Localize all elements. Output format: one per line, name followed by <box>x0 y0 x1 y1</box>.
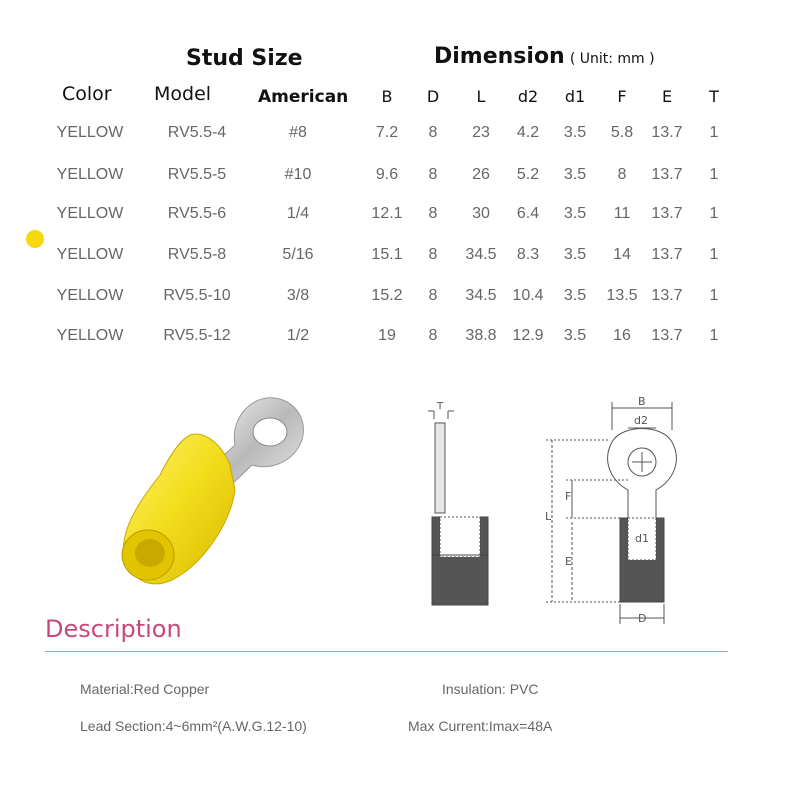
yellow-color-swatch <box>26 230 44 248</box>
cell-d2: 4.2 <box>516 124 540 141</box>
col-header-model: Model <box>154 83 212 105</box>
label-d2: d2 <box>634 414 648 427</box>
label-D: D <box>638 612 647 625</box>
insulation-spec: Insulation: PVC <box>442 681 539 697</box>
unit-label: ( Unit: mm ) <box>569 51 655 67</box>
cell-model: RV5.5-10 <box>163 287 231 304</box>
dimension-heading: Dimension <box>434 44 565 69</box>
stud-size-heading: Stud Size <box>186 46 303 71</box>
col-header-d1: d1 <box>564 87 586 106</box>
cell-color: YELLOW <box>56 327 124 344</box>
cell-t: 1 <box>709 205 719 222</box>
cell-d: 8 <box>428 205 438 222</box>
col-header-t: T <box>709 87 719 106</box>
cell-d: 8 <box>428 166 438 183</box>
cell-color: YELLOW <box>56 246 124 263</box>
cell-l: 26 <box>472 166 490 183</box>
cell-d1: 3.5 <box>563 124 587 141</box>
cell-d2: 10.4 <box>512 287 544 304</box>
lead-section-spec: Lead Section:4~6mm²(A.W.G.12-10) <box>80 718 307 734</box>
label-E: E <box>565 555 572 568</box>
cell-model: RV5.5-6 <box>167 205 227 222</box>
ring-terminal-illustration <box>110 390 320 590</box>
cell-f: 8 <box>617 166 627 183</box>
col-header-color: Color <box>62 83 112 105</box>
cell-e: 13.7 <box>651 327 683 344</box>
cell-color: YELLOW <box>56 166 124 183</box>
cell-d2: 8.3 <box>516 246 540 263</box>
cell-e: 13.7 <box>651 166 683 183</box>
label-L: L <box>545 510 552 523</box>
col-header-e: E <box>661 87 673 106</box>
cell-american: 5/16 <box>282 246 314 263</box>
cell-color: YELLOW <box>56 205 124 222</box>
cell-american: #10 <box>284 166 312 183</box>
col-header-f: F <box>617 87 627 106</box>
cell-model: RV5.5-4 <box>167 124 227 141</box>
col-header-d2: d2 <box>517 87 539 106</box>
cell-d2: 12.9 <box>512 327 544 344</box>
cell-t: 1 <box>709 124 719 141</box>
cell-f: 16 <box>613 327 631 344</box>
description-divider <box>45 651 728 652</box>
cell-e: 13.7 <box>651 287 683 304</box>
cell-l: 30 <box>472 205 490 222</box>
label-d1: d1 <box>635 532 649 545</box>
cell-american: 3/8 <box>286 287 310 304</box>
max-current-spec: Max Current:Imax=48A <box>408 718 553 734</box>
cell-model: RV5.5-5 <box>167 166 227 183</box>
cell-b: 19 <box>378 327 396 344</box>
cell-american: 1/2 <box>286 327 310 344</box>
cell-f: 14 <box>613 246 631 263</box>
cell-e: 13.7 <box>651 246 683 263</box>
cell-f: 13.5 <box>606 287 638 304</box>
cell-t: 1 <box>709 246 719 263</box>
cell-d1: 3.5 <box>563 246 587 263</box>
cell-d1: 3.5 <box>563 205 587 222</box>
cell-b: 7.2 <box>375 124 399 141</box>
label-B: B <box>638 395 646 408</box>
cell-american: #8 <box>289 124 307 141</box>
front-view-drawing <box>540 390 700 630</box>
col-header-l: L <box>476 87 486 106</box>
cell-model: RV5.5-12 <box>163 327 231 344</box>
ring-hole <box>253 418 287 446</box>
cell-d2: 6.4 <box>516 205 540 222</box>
cell-american: 1/4 <box>286 205 310 222</box>
label-T: T <box>437 401 444 412</box>
cell-f: 11 <box>613 205 631 222</box>
cell-t: 1 <box>709 327 719 344</box>
cell-b: 12.1 <box>371 205 403 222</box>
col-header-american: American <box>258 87 349 107</box>
col-header-b: B <box>381 87 393 106</box>
cell-l: 38.8 <box>465 327 497 344</box>
cell-l: 34.5 <box>465 287 497 304</box>
cell-t: 1 <box>709 287 719 304</box>
cell-e: 13.7 <box>651 205 683 222</box>
cell-f: 5.8 <box>610 124 634 141</box>
cell-t: 1 <box>709 166 719 183</box>
cell-d: 8 <box>428 124 438 141</box>
cell-model: RV5.5-8 <box>167 246 227 263</box>
cell-d1: 3.5 <box>563 327 587 344</box>
cell-d2: 5.2 <box>516 166 540 183</box>
cell-d: 8 <box>428 287 438 304</box>
cell-d: 8 <box>428 246 438 263</box>
label-F: F <box>565 490 572 503</box>
side-view-drawing <box>410 395 510 610</box>
cell-d1: 3.5 <box>563 166 587 183</box>
col-header-d: D <box>426 87 440 106</box>
cell-l: 34.5 <box>465 246 497 263</box>
cell-l: 23 <box>472 124 490 141</box>
cell-color: YELLOW <box>56 124 124 141</box>
cell-color: YELLOW <box>56 287 124 304</box>
cell-e: 13.7 <box>651 124 683 141</box>
material-spec: Material:Red Copper <box>80 681 210 697</box>
cell-b: 15.2 <box>371 287 403 304</box>
cell-b: 9.6 <box>375 166 399 183</box>
description-title: Description <box>45 615 182 643</box>
cell-d: 8 <box>428 327 438 344</box>
cell-b: 15.1 <box>371 246 403 263</box>
cell-d1: 3.5 <box>563 287 587 304</box>
dimension-heading-group <box>434 44 655 69</box>
